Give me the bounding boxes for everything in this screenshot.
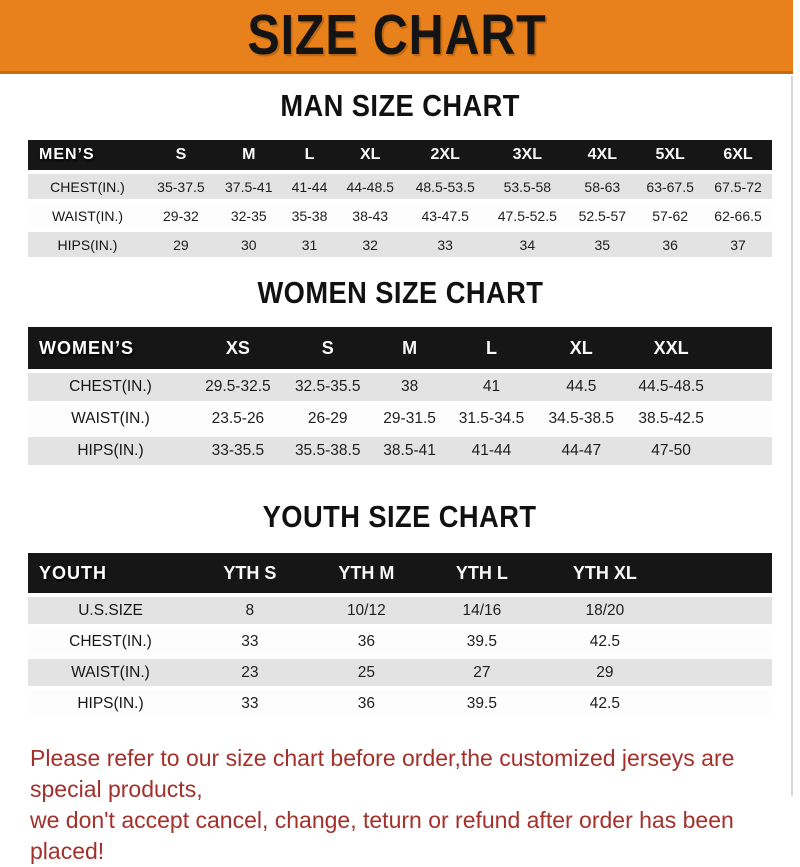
size-column-header: XXL [626,327,716,369]
size-value: 26-29 [283,405,373,433]
size-column-header: L [283,140,337,170]
size-value: 31.5-34.5 [447,405,537,433]
size-value: 44.5-48.5 [626,373,716,401]
size-column-header: YTH L [426,553,538,593]
size-value: 33-35.5 [193,437,283,465]
disclaimer [30,743,780,867]
spacer-cell [716,437,772,465]
men-section-title [0,88,800,124]
size-value: 23 [193,659,307,686]
size-value: 33 [193,628,307,655]
row-label: CHEST(IN.) [28,174,147,199]
disclaimer-line-1: Please refer to our size chart before order,the customized jerseys are special products, [30,745,735,802]
size-column-header: YTH S [193,553,307,593]
row-label: WAIST(IN.) [28,203,147,228]
size-value: 18/20 [538,597,672,624]
measurement-row [28,174,772,199]
size-value: 67.5-72 [704,174,772,199]
size-column-header: S [283,327,373,369]
size-value: 25 [307,659,426,686]
size-value: 34 [486,232,568,257]
spacer-cell [672,553,772,593]
table-header-row [28,553,772,593]
size-value: 29-31.5 [373,405,447,433]
measurement-row [28,203,772,228]
size-value: 48.5-53.5 [404,174,486,199]
size-value: 32-35 [215,203,283,228]
size-column-header: XL [536,327,626,369]
size-value: 42.5 [538,690,672,717]
row-label: HIPS(IN.) [28,437,193,465]
spacer-cell [716,373,772,401]
size-value: 47-50 [626,437,716,465]
size-value: 43-47.5 [404,203,486,228]
youth-section-title-text: YOUTH SIZE CHART [263,499,537,534]
size-value: 34.5-38.5 [536,405,626,433]
measurement-row [28,373,772,401]
size-value: 41 [447,373,537,401]
measurement-row [28,405,772,433]
measurement-row [28,597,772,624]
row-label: WAIST(IN.) [28,405,193,433]
size-value: 39.5 [426,690,538,717]
size-column-header: YTH XL [538,553,672,593]
measurement-row [28,628,772,655]
size-value: 44-48.5 [336,174,404,199]
size-column-header: 4XL [568,140,636,170]
table-title-cell: YOUTH [28,553,193,593]
size-value: 62-66.5 [704,203,772,228]
size-value: 58-63 [568,174,636,199]
size-column-header: M [373,327,447,369]
size-value: 14/16 [426,597,538,624]
measurement-row [28,232,772,257]
table-header-row [28,327,772,369]
size-column-header: L [447,327,537,369]
size-value: 38 [373,373,447,401]
size-value: 31 [283,232,337,257]
row-label: WAIST(IN.) [28,659,193,686]
size-column-header: XL [336,140,404,170]
size-value: 57-62 [636,203,704,228]
size-column-header: 5XL [636,140,704,170]
size-value: 35.5-38.5 [283,437,373,465]
size-column-header: YTH M [307,553,426,593]
size-column-header: S [147,140,215,170]
spacer-cell [672,628,772,655]
size-column-header: XS [193,327,283,369]
size-value: 32 [336,232,404,257]
measurement-row [28,659,772,686]
size-value: 42.5 [538,628,672,655]
size-value: 36 [636,232,704,257]
size-value: 47.5-52.5 [486,203,568,228]
row-label: CHEST(IN.) [28,628,193,655]
size-value: 38-43 [336,203,404,228]
women-section-title-text: WOMEN SIZE CHART [257,275,543,310]
spacer-cell [716,327,772,369]
size-value: 10/12 [307,597,426,624]
size-value: 44.5 [536,373,626,401]
row-label: HIPS(IN.) [28,232,147,257]
size-column-header: 3XL [486,140,568,170]
size-value: 35-37.5 [147,174,215,199]
right-border-line [791,76,793,796]
size-value: 35 [568,232,636,257]
size-value: 53.5-58 [486,174,568,199]
size-value: 63-67.5 [636,174,704,199]
size-value: 41-44 [283,174,337,199]
size-value: 38.5-41 [373,437,447,465]
size-value: 8 [193,597,307,624]
row-label: U.S.SIZE [28,597,193,624]
spacer-cell [672,659,772,686]
banner [0,0,793,74]
size-value: 39.5 [426,628,538,655]
size-column-header: M [215,140,283,170]
size-value: 41-44 [447,437,537,465]
row-label: CHEST(IN.) [28,373,193,401]
size-value: 52.5-57 [568,203,636,228]
table-title-cell: WOMEN’S [28,327,193,369]
size-value: 36 [307,690,426,717]
size-value: 33 [193,690,307,717]
women-size-table [28,323,772,469]
youth-section-title [0,499,800,535]
size-value: 35-38 [283,203,337,228]
spacer-cell [716,405,772,433]
table-header-row [28,140,772,170]
measurement-row [28,437,772,465]
women-section-title [0,275,800,311]
size-value: 29.5-32.5 [193,373,283,401]
size-column-header: 2XL [404,140,486,170]
size-value: 44-47 [536,437,626,465]
size-column-header: 6XL [704,140,772,170]
men-size-table [28,136,772,261]
size-value: 32.5-35.5 [283,373,373,401]
size-value: 33 [404,232,486,257]
size-value: 23.5-26 [193,405,283,433]
men-section-title-text: MAN SIZE CHART [280,88,520,123]
size-value: 37 [704,232,772,257]
size-value: 29-32 [147,203,215,228]
size-value: 37.5-41 [215,174,283,199]
banner-title: SIZE CHART [246,3,547,67]
spacer-cell [672,690,772,717]
size-value: 29 [147,232,215,257]
size-value: 30 [215,232,283,257]
size-value: 38.5-42.5 [626,405,716,433]
table-title-cell: MEN’S [28,140,147,170]
youth-size-table [28,549,772,721]
size-value: 27 [426,659,538,686]
spacer-cell [672,597,772,624]
disclaimer-line-2: we don't accept cancel, change, teturn or refund after order has been placed! [30,807,734,864]
measurement-row [28,690,772,717]
size-value: 36 [307,628,426,655]
size-value: 29 [538,659,672,686]
row-label: HIPS(IN.) [28,690,193,717]
